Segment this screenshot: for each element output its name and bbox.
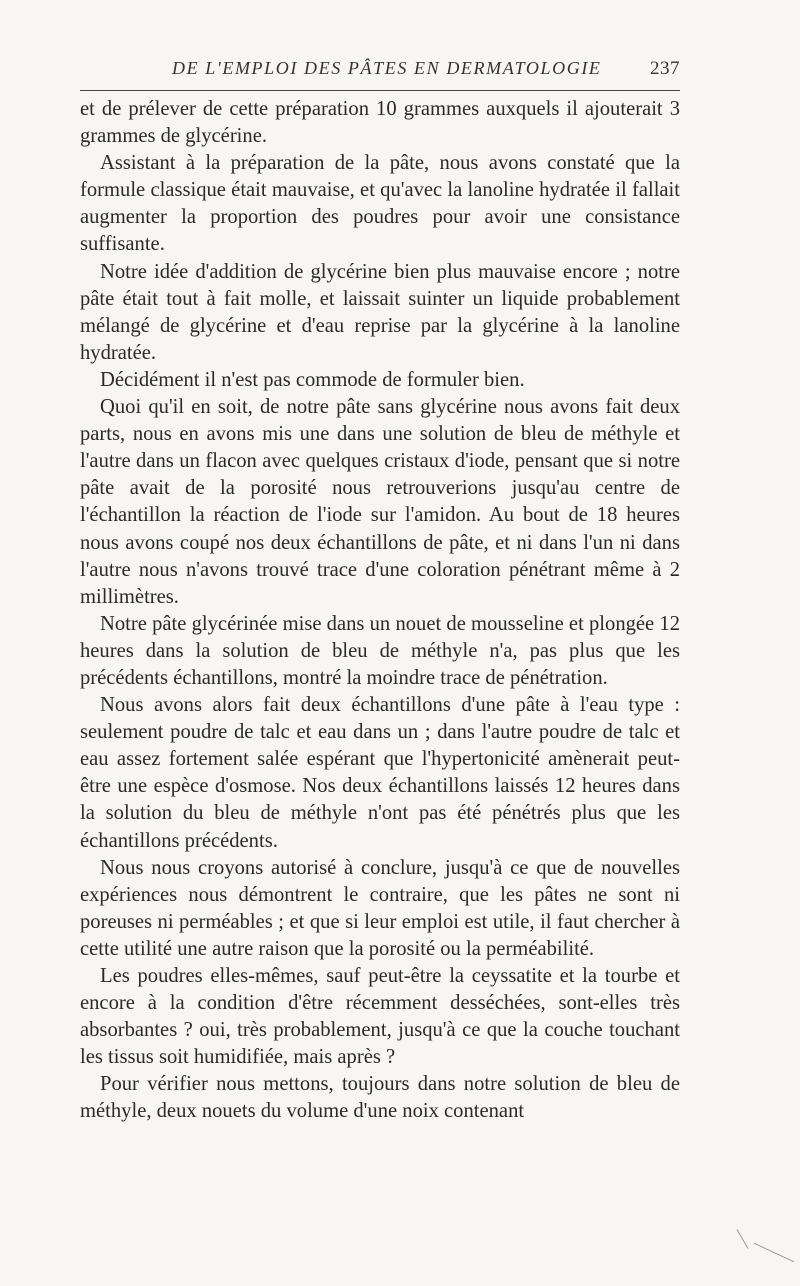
running-head: [80, 54, 680, 84]
paper-mark: [737, 1229, 749, 1249]
header-rule: [80, 90, 680, 91]
paragraph: Notre idée d'addition de glycérine bien plus mauvaise encore ; notre pâte était tout à fait molle, et laissait suinter un liquide probablement mélangé de glycérine et d'eau reprise par la glycérine à la lanoline hydratée.: [80, 260, 680, 364]
paragraph: Les poudres elles-mêmes, sauf peut-être la ceyssatite et la tourbe et encore à la condition d'être récemment desséchées, sont-elles très absorbantes ? oui, très probablement, jusqu'à ce que la couche touchant les tissus soit humidifiée, mais après ?: [80, 965, 680, 1069]
body-text: [80, 96, 680, 1126]
paragraph: Assistant à la préparation de la pâte, nous avons constaté que la formule classique était mauvaise, et qu'avec la lanoline hydratée il fallait augmenter la proportion des poudres pour avoir une consistance suffisante.: [80, 152, 680, 256]
paper-mark: [754, 1243, 794, 1263]
paragraph: Notre pâte glycérinée mise dans un nouet de mousseline et plongée 12 heures dans la solution de bleu de méthyle n'a, pas plus que les précédents échantillons, montré la moindre trace de pénétration.: [80, 612, 680, 689]
paragraph: Pour vérifier nous mettons, toujours dans notre solution de bleu de méthyle, deux nouets du volume d'une noix contenant: [80, 1073, 680, 1123]
paragraph: Nous avons alors fait deux échantillons d'une pâte à l'eau type : seulement poudre de talc et eau dans un ; dans l'autre poudre de talc et eau assez fortement salée espérant que l'hypertonicité amènerait peut-être une espèce d'osmose. Nos deux échantillons laissés 12 heures dans la solution du bleu de méthyle n'ont pas été pénétrés plus que les échantillons précédents.: [80, 694, 680, 852]
paragraph: Nous nous croyons autorisé à conclure, jusqu'à ce que de nouvelles expériences nous démontrent le contraire, que les pâtes ne sont ni poreuses ni perméables ; et que si leur emploi est utile, il faut chercher à cette utilité une autre raison que la porosité ou la perméabilité.: [80, 856, 680, 960]
paragraph: Quoi qu'il en soit, de notre pâte sans glycérine nous avons fait deux parts, nous en avons mis une dans une solution de bleu de méthyle et l'autre dans un flacon avec quelques cristaux d'iode, pensant que si notre pâte avait de la porosité nous retrouverions jusqu'au centre de l'échantillon la réaction de l'iode sur l'amidon. Au bout de 18 heures nous avons coupé nos deux échantillons de pâte, et ni dans l'un ni dans l'autre nous n'avons trouvé trace d'une coloration pénétrant même à 2 millimètres.: [80, 396, 680, 608]
paragraph: et de prélever de cette préparation 10 grammes auxquels il ajouterait 3 grammes de glycérine.: [80, 98, 680, 148]
running-title: DE L'EMPLOI DES PÂTES EN DERMATOLOGIE: [172, 58, 602, 78]
page-number: 237: [650, 58, 680, 79]
paragraph: Décidément il n'est pas commode de formuler bien.: [100, 368, 525, 391]
